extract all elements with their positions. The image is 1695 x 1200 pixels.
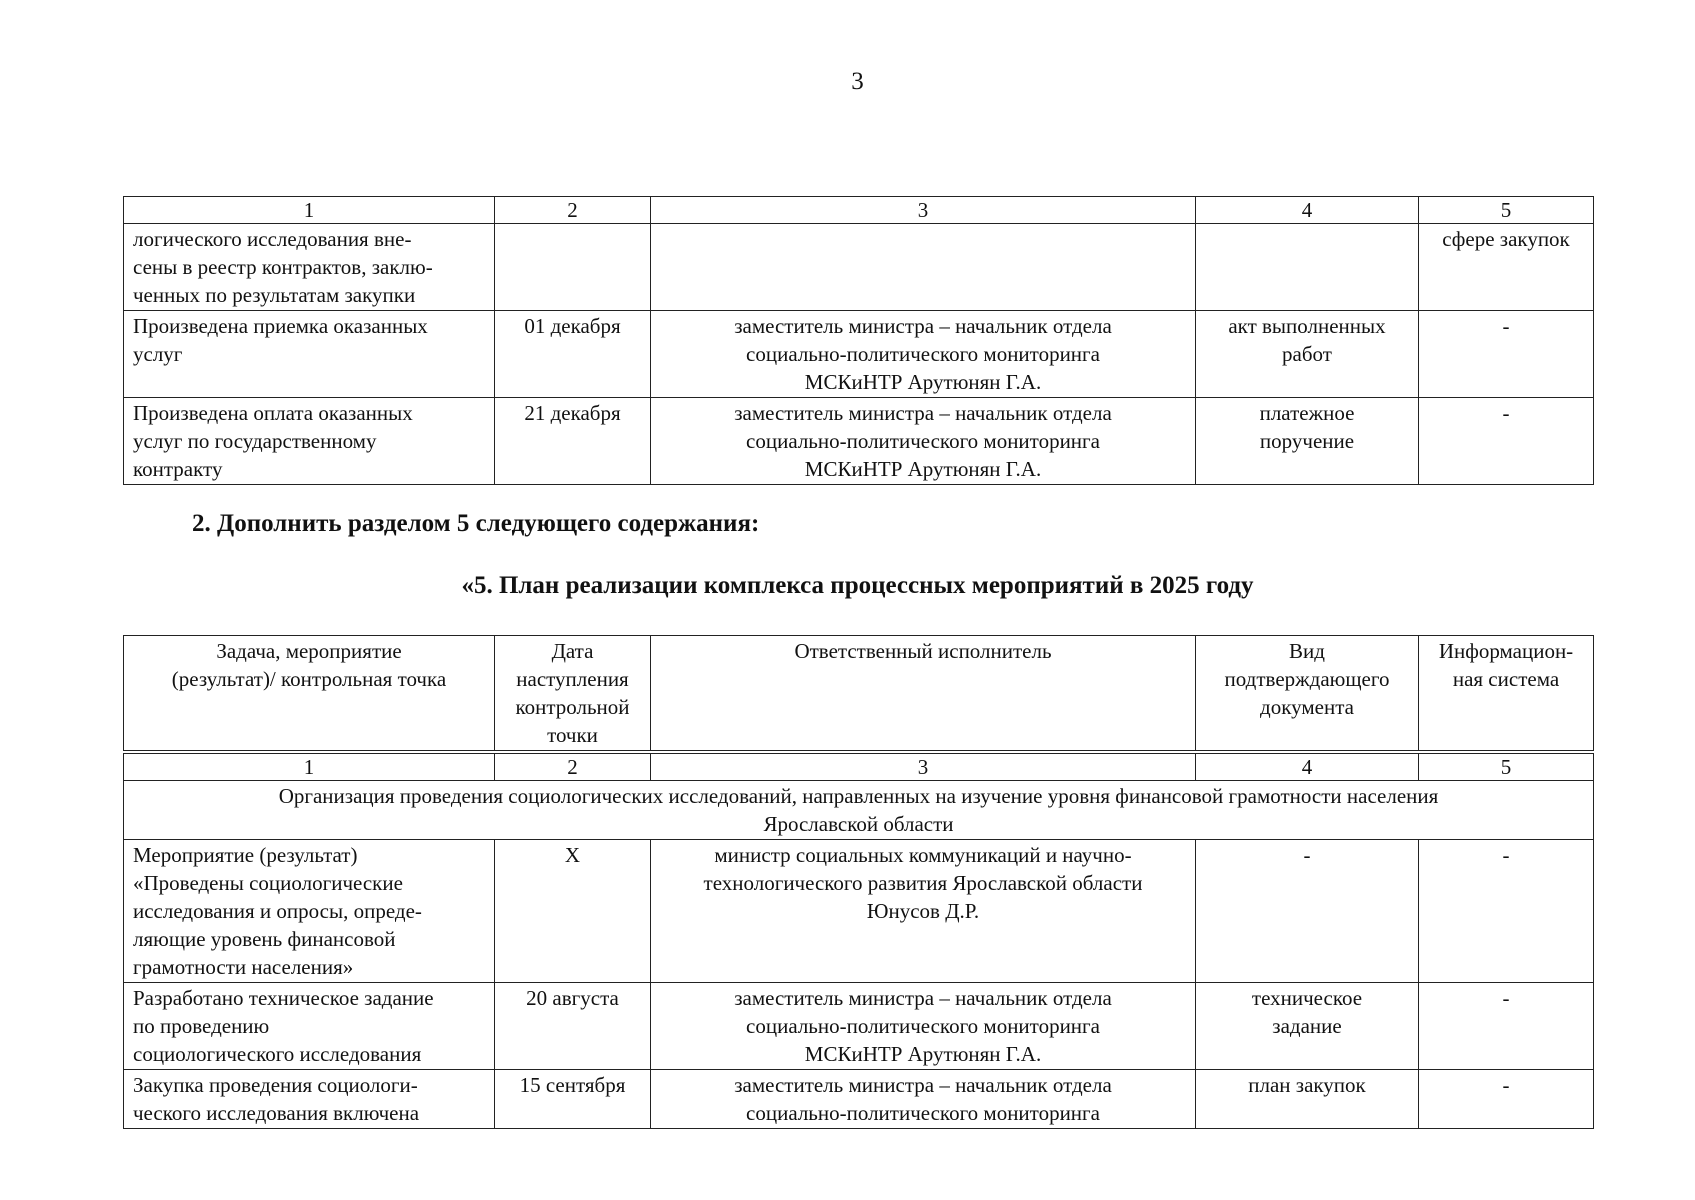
task-cell: логического исследования вне- сены в реестр контрактов, заклю- ченных по результатам закупки <box>124 224 495 311</box>
plan-table <box>123 635 1594 1129</box>
table-continuation <box>123 196 1594 485</box>
task-cell: Произведена приемка оказанных услуг <box>124 311 495 398</box>
group-row <box>124 781 1594 840</box>
column-number: 2 <box>495 197 651 224</box>
executor-cell: заместитель министра – начальник отдела социально-политического мониторинга МСКиНТР Арутюнян Г.А. <box>651 983 1196 1070</box>
column-number-row <box>124 197 1594 224</box>
column-number-row <box>124 752 1594 781</box>
date-cell: 21 декабря <box>495 398 651 485</box>
task-cell: Мероприятие (результат) «Проведены социологические исследования и опросы, опреде- ляющие уровень финансовой грамотности населения» <box>124 840 495 983</box>
page-number: 3 <box>851 68 864 95</box>
document-cell: план закупок <box>1196 1070 1419 1129</box>
task-cell: Разработано техническое задание по проведению социологического исследования <box>124 983 495 1070</box>
system-cell: - <box>1419 840 1594 983</box>
date-cell: 20 августа <box>495 983 651 1070</box>
table-row <box>124 983 1594 1070</box>
table-row <box>124 1070 1594 1129</box>
executor-cell <box>651 224 1196 311</box>
document-cell: техническое задание <box>1196 983 1419 1070</box>
column-number: 5 <box>1419 752 1594 781</box>
header-system: Информацион- ная система <box>1419 636 1594 753</box>
column-number: 1 <box>124 752 495 781</box>
column-number: 3 <box>651 752 1196 781</box>
table-row <box>124 398 1594 485</box>
date-cell <box>495 224 651 311</box>
document-cell: платежное поручение <box>1196 398 1419 485</box>
executor-cell: заместитель министра – начальник отдела социально-политического мониторинга МСКиНТР Арутюнян Г.А. <box>651 398 1196 485</box>
system-cell: сфере закупок <box>1419 224 1594 311</box>
date-cell: X <box>495 840 651 983</box>
section-note: 2. Дополнить разделом 5 следующего содержания: <box>192 510 760 537</box>
header-document: Вид подтверждающего документа <box>1196 636 1419 753</box>
column-number: 3 <box>651 197 1196 224</box>
column-number: 4 <box>1196 752 1419 781</box>
table-row <box>124 311 1594 398</box>
system-cell: - <box>1419 398 1594 485</box>
column-number: 4 <box>1196 197 1419 224</box>
document-cell: акт выполненных работ <box>1196 311 1419 398</box>
section-title: «5. План реализации комплекса процессных мероприятий в 2025 году <box>461 572 1254 599</box>
executor-cell: заместитель министра – начальник отдела социально-политического мониторинга МСКиНТР Арутюнян Г.А. <box>651 311 1196 398</box>
header-task: Задача, мероприятие (результат)/ контрольная точка <box>124 636 495 753</box>
group-title: Организация проведения социологических исследований, направленных на изучение уровня финансовой грамотности населения Ярославской области <box>124 781 1594 840</box>
column-number: 1 <box>124 197 495 224</box>
table-row <box>124 840 1594 983</box>
system-cell: - <box>1419 983 1594 1070</box>
column-number: 5 <box>1419 197 1594 224</box>
date-cell: 15 сентября <box>495 1070 651 1129</box>
executor-cell: министр социальных коммуникаций и научно- технологического развития Ярославской области Юнусов Д.Р. <box>651 840 1196 983</box>
header-date: Дата наступления контрольной точки <box>495 636 651 753</box>
header-row <box>124 636 1594 753</box>
task-cell: Произведена оплата оказанных услуг по государственному контракту <box>124 398 495 485</box>
date-cell: 01 декабря <box>495 311 651 398</box>
system-cell: - <box>1419 1070 1594 1129</box>
column-number: 2 <box>495 752 651 781</box>
executor-cell: заместитель министра – начальник отдела социально-политического мониторинга <box>651 1070 1196 1129</box>
task-cell: Закупка проведения социологи- ческого исследования включена <box>124 1070 495 1129</box>
document-cell <box>1196 224 1419 311</box>
system-cell: - <box>1419 311 1594 398</box>
document-cell: - <box>1196 840 1419 983</box>
table-row <box>124 224 1594 311</box>
header-executor: Ответственный исполнитель <box>651 636 1196 753</box>
